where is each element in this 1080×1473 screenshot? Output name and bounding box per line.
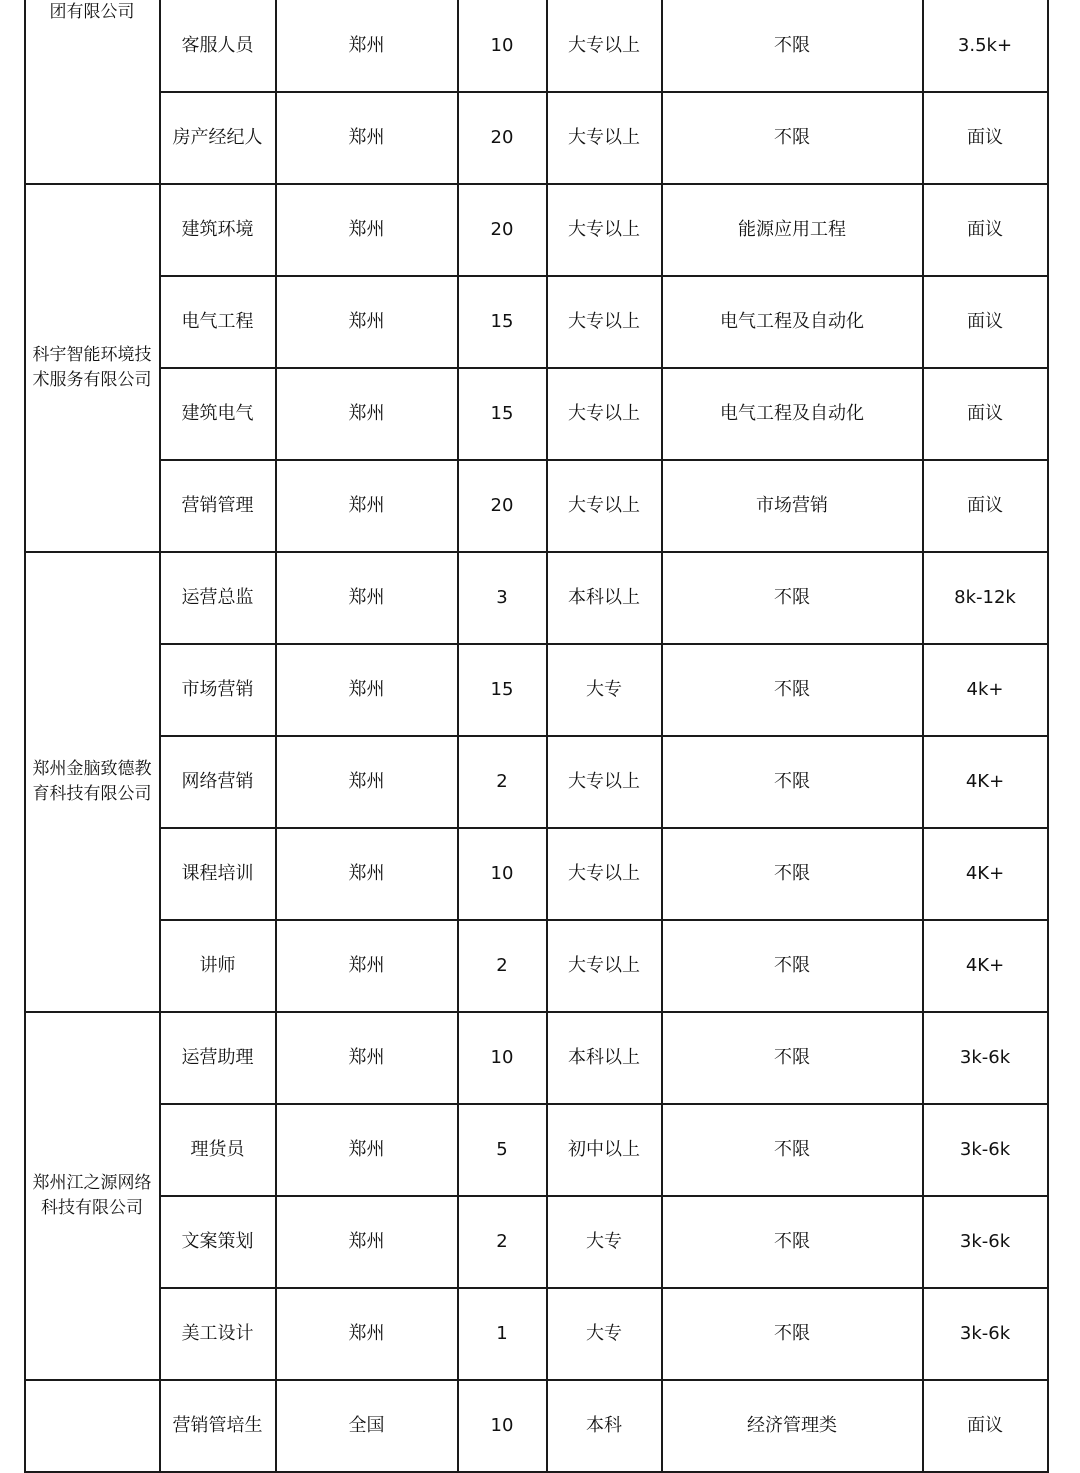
column-divider <box>922 0 924 1473</box>
cell-headcount: 10 <box>490 863 514 884</box>
cell-education: 大专以上 <box>568 403 640 424</box>
cell-position: 理货员 <box>190 1139 245 1160</box>
cell-education: 大专以上 <box>568 127 640 148</box>
cell-major: 不限 <box>774 955 810 976</box>
cell-headcount: 20 <box>490 495 514 516</box>
cell-major: 不限 <box>774 1047 810 1068</box>
cell-location: 郑州 <box>348 587 385 608</box>
cell-position: 建筑电气 <box>181 403 254 424</box>
cell-headcount: 3 <box>496 587 508 608</box>
cell-headcount: 2 <box>496 955 508 976</box>
cell-headcount: 20 <box>490 219 514 240</box>
cell-salary: 3k-6k <box>959 1323 1011 1344</box>
cell-major: 不限 <box>774 1323 810 1344</box>
cell-position: 客服人员 <box>181 35 254 56</box>
cell-location: 郑州 <box>348 127 385 148</box>
cell-salary: 3k-6k <box>959 1139 1011 1160</box>
cell-position: 建筑环境 <box>181 219 254 240</box>
cell-education: 大专以上 <box>568 771 640 792</box>
cell-headcount: 2 <box>496 1231 508 1252</box>
cell-position: 网络营销 <box>181 771 254 792</box>
column-divider <box>661 0 663 1473</box>
cell-major: 不限 <box>774 127 810 148</box>
cell-position: 课程培训 <box>181 863 254 884</box>
cell-headcount: 15 <box>490 311 514 332</box>
cell-major: 不限 <box>774 1139 810 1160</box>
cell-salary: 3k-6k <box>959 1231 1011 1252</box>
column-divider <box>457 0 459 1473</box>
cell-education: 本科以上 <box>568 587 640 608</box>
cell-location: 郑州 <box>348 311 385 332</box>
cell-education: 大专 <box>586 1231 622 1252</box>
cell-headcount: 10 <box>490 35 514 56</box>
cell-major: 不限 <box>774 587 810 608</box>
cell-location: 郑州 <box>348 35 385 56</box>
cell-major: 不限 <box>774 863 810 884</box>
cell-education: 大专以上 <box>568 219 640 240</box>
cell-position: 运营总监 <box>181 587 254 608</box>
cell-major: 不限 <box>774 771 810 792</box>
cell-location: 郑州 <box>348 1047 385 1068</box>
cell-major: 不限 <box>774 679 810 700</box>
cell-location: 郑州 <box>348 495 385 516</box>
cell-education: 大专 <box>586 679 622 700</box>
cell-education: 大专以上 <box>568 311 640 332</box>
cell-education: 本科 <box>586 1415 622 1436</box>
cell-salary: 8k-12k <box>954 587 1016 608</box>
cell-position: 美工设计 <box>181 1323 254 1344</box>
cell-location: 郑州 <box>348 1139 385 1160</box>
cell-salary: 面议 <box>967 403 1003 424</box>
cell-position: 电气工程 <box>181 311 254 332</box>
cell-education: 大专以上 <box>568 863 640 884</box>
company-name: 团有限公司 <box>49 2 135 22</box>
cell-position: 营销管培生 <box>172 1415 263 1436</box>
cell-major: 经济管理类 <box>747 1415 837 1436</box>
cell-education: 大专 <box>586 1323 622 1344</box>
column-divider <box>24 0 26 1473</box>
cell-salary: 面议 <box>967 219 1003 240</box>
cell-position: 房产经纪人 <box>172 127 263 148</box>
cell-location: 全国 <box>348 1415 385 1436</box>
cell-headcount: 10 <box>490 1047 514 1068</box>
cell-location: 郑州 <box>348 403 385 424</box>
cell-location: 郑州 <box>348 955 385 976</box>
cell-major: 能源应用工程 <box>738 219 846 240</box>
cell-headcount: 15 <box>490 403 514 424</box>
cell-headcount: 5 <box>496 1139 508 1160</box>
cell-education: 大专以上 <box>568 495 640 516</box>
cell-education: 本科以上 <box>568 1047 640 1068</box>
cell-major: 电气工程及自动化 <box>720 403 864 424</box>
cell-location: 郑州 <box>348 771 385 792</box>
cell-location: 郑州 <box>348 219 385 240</box>
cell-location: 郑州 <box>348 679 385 700</box>
cell-salary: 4K+ <box>965 863 1005 884</box>
column-divider <box>159 0 161 1473</box>
cell-headcount: 15 <box>490 679 514 700</box>
cell-headcount: 20 <box>490 127 514 148</box>
cell-salary: 4k+ <box>966 679 1004 700</box>
cell-major: 市场营销 <box>756 495 828 516</box>
company-name <box>25 1380 159 1472</box>
cell-location: 郑州 <box>348 863 385 884</box>
column-divider <box>275 0 277 1473</box>
column-divider <box>546 0 548 1473</box>
cell-major: 电气工程及自动化 <box>720 311 864 332</box>
cell-salary: 面议 <box>967 495 1003 516</box>
column-divider <box>1047 0 1049 1473</box>
company-name: 科宇智能环境技术服务有限公司 <box>32 345 152 390</box>
cell-position: 讲师 <box>199 955 236 976</box>
cell-location: 郑州 <box>348 1323 385 1344</box>
cell-education: 大专以上 <box>568 35 640 56</box>
cell-headcount: 2 <box>496 771 508 792</box>
cell-position: 文案策划 <box>181 1231 254 1252</box>
company-name: 郑州江之源网络科技有限公司 <box>32 1173 152 1218</box>
cell-position: 市场营销 <box>181 679 254 700</box>
cell-salary: 3.5k+ <box>957 35 1013 56</box>
cell-headcount: 1 <box>496 1323 508 1344</box>
cell-position: 运营助理 <box>181 1047 254 1068</box>
cell-salary: 面议 <box>967 1415 1003 1436</box>
cell-education: 大专以上 <box>568 955 640 976</box>
cell-major: 不限 <box>774 1231 810 1252</box>
cell-salary: 面议 <box>967 311 1003 332</box>
cell-headcount: 10 <box>490 1415 514 1436</box>
cell-position: 营销管理 <box>181 495 254 516</box>
cell-location: 郑州 <box>348 1231 385 1252</box>
cell-salary: 4K+ <box>965 771 1005 792</box>
company-name: 郑州金脑致德教育科技有限公司 <box>32 759 152 804</box>
cell-major: 不限 <box>774 35 810 56</box>
cell-salary: 3k-6k <box>959 1047 1011 1068</box>
cell-salary: 面议 <box>967 127 1003 148</box>
cell-salary: 4K+ <box>965 955 1005 976</box>
cell-education: 初中以上 <box>568 1139 640 1160</box>
